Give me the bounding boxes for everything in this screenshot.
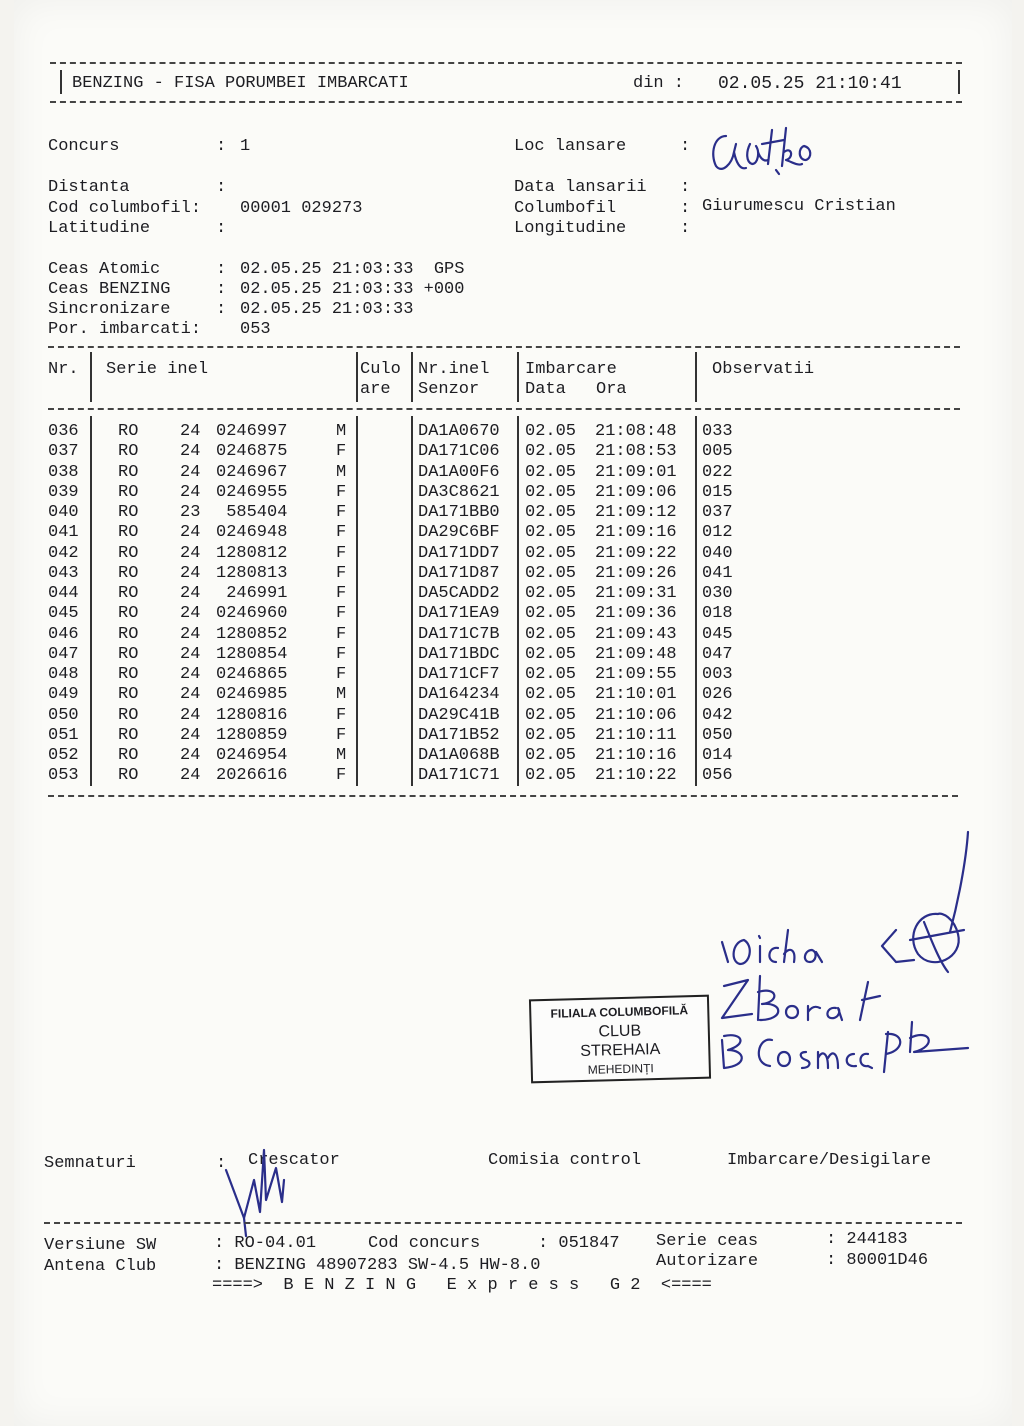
row-date: 02.05 — [525, 665, 577, 684]
table-row — [0, 604, 1000, 624]
row-ring: 585404 — [216, 503, 288, 522]
row-sensor-id: DA1A068B — [418, 746, 500, 765]
row-country: RO — [118, 685, 139, 705]
columbofil-label: Columbofil — [514, 199, 617, 218]
row-nr: 037 — [48, 442, 79, 462]
row-time: 21:08:48 — [595, 422, 677, 441]
semnaturi-colon: : — [216, 1154, 227, 1173]
header-ora: Ora — [596, 380, 627, 399]
row-observation: 050 — [702, 725, 733, 745]
concurs-value: 1 — [240, 137, 251, 156]
row-sensor-id: DA1A0670 — [418, 422, 500, 441]
antena-club-label: Antena Club — [44, 1257, 157, 1276]
row-nr: 053 — [48, 766, 79, 786]
ceas-atomic-colon: : — [216, 260, 227, 279]
comisia-control-label: Comisia control — [488, 1151, 642, 1170]
row-sex: F — [336, 442, 347, 462]
row-ring: 0246997 — [216, 422, 288, 441]
row-country: RO — [118, 665, 139, 684]
row-time: 21:10:01 — [595, 685, 677, 705]
col-divider-senzor-head — [517, 352, 519, 402]
row-sex: F — [336, 725, 347, 745]
row-country: RO — [118, 624, 139, 644]
row-ring: 0246954 — [216, 746, 288, 765]
row-observation: 042 — [702, 705, 733, 725]
row-ring: 0246960 — [216, 604, 288, 624]
row-year: 24 — [180, 422, 201, 441]
row-year: 24 — [180, 604, 201, 624]
versiune-sw-label: Versiune SW — [44, 1236, 157, 1255]
row-time: 21:10:06 — [595, 705, 677, 725]
row-sex: F — [336, 482, 347, 502]
row-country: RO — [118, 462, 139, 482]
row-sex: F — [336, 523, 347, 543]
row-ring: 1280813 — [216, 563, 288, 583]
table-row — [0, 766, 1000, 786]
table-top-rule — [48, 346, 960, 348]
col-divider-culoare-head — [411, 352, 413, 402]
row-observation: 005 — [702, 442, 733, 462]
stamp-line4: MEHEDINȚI — [587, 1061, 654, 1077]
row-sensor-id: DA171CF7 — [418, 665, 500, 684]
row-ring: 1280854 — [216, 644, 288, 664]
table-bottom-rule — [48, 795, 958, 797]
row-ring: 0246955 — [216, 482, 288, 502]
stamp-line1: FILIALA COLUMBOFILĂ — [550, 1003, 689, 1021]
row-sensor-id: DA29C41B — [418, 705, 500, 725]
row-observation: 003 — [702, 665, 733, 684]
col-divider-imbarcare-head — [695, 352, 697, 402]
row-nr: 052 — [48, 746, 79, 765]
table-row — [0, 584, 1000, 604]
loc-lansare-colon: : — [680, 137, 691, 156]
document-title: BENZING - FISA PORUMBEI IMBARCATI — [72, 74, 409, 93]
col-divider-nr-head — [90, 352, 92, 402]
longitudine-colon: : — [680, 219, 691, 238]
table-row — [0, 463, 1000, 483]
row-observation: 033 — [702, 422, 733, 441]
row-year: 24 — [180, 644, 201, 664]
row-nr: 042 — [48, 543, 79, 563]
row-time: 21:09:16 — [595, 523, 677, 543]
header-observatii: Observatii — [712, 360, 815, 379]
row-time: 21:09:43 — [595, 624, 677, 644]
row-country: RO — [118, 644, 139, 664]
row-nr: 043 — [48, 563, 79, 583]
row-sex: F — [336, 705, 347, 725]
row-country: RO — [118, 523, 139, 543]
table-row — [0, 564, 1000, 584]
club-stamp — [529, 995, 711, 1084]
crescator-label: Crescator — [248, 1151, 340, 1170]
row-country: RO — [118, 442, 139, 462]
versiune-sw-value: : RO-04.01 — [214, 1234, 317, 1253]
row-date: 02.05 — [525, 584, 577, 603]
row-nr: 044 — [48, 584, 79, 603]
table-row — [0, 706, 1000, 726]
row-sex: M — [336, 685, 347, 705]
table-row — [0, 726, 1000, 746]
row-ring: 1280812 — [216, 543, 288, 563]
table-row — [0, 422, 1000, 442]
sincronizare-label: Sincronizare — [48, 300, 171, 319]
header-top-rule — [50, 62, 962, 64]
row-year: 24 — [180, 462, 201, 482]
row-sex: F — [336, 624, 347, 644]
row-time: 21:09:12 — [595, 503, 677, 522]
row-time: 21:09:36 — [595, 604, 677, 624]
table-row — [0, 645, 1000, 665]
row-year: 24 — [180, 624, 201, 644]
semnaturi-label: Semnaturi — [44, 1154, 136, 1173]
row-sex: F — [336, 563, 347, 583]
loc-lansare-handwritten — [706, 122, 816, 187]
row-nr: 048 — [48, 665, 79, 684]
crescator-signature — [220, 1140, 310, 1245]
data-lansarii-label: Data lansarii — [514, 178, 647, 197]
header-right-border — [958, 70, 960, 94]
ceas-benzing-colon: : — [216, 280, 227, 299]
columbofil-value: Giurumescu Cristian — [702, 197, 896, 216]
serie-ceas-value: : 244183 — [826, 1230, 908, 1249]
din-label: din : — [633, 74, 685, 93]
serie-ceas-label: Serie ceas — [656, 1232, 759, 1251]
row-time: 21:09:22 — [595, 543, 677, 563]
row-sex: M — [336, 462, 347, 482]
row-date: 02.05 — [525, 442, 577, 462]
row-sensor-id: DA171C7B — [418, 624, 500, 644]
row-ring: 0246985 — [216, 685, 288, 705]
row-sex: F — [336, 584, 347, 603]
row-sex: M — [336, 746, 347, 765]
sincronizare-colon: : — [216, 300, 227, 319]
row-sensor-id: DA171D87 — [418, 563, 500, 583]
ceas-atomic-value: 02.05.25 21:03:33 GPS — [240, 260, 465, 279]
row-ring: 0246967 — [216, 462, 288, 482]
stamp-line2: CLUB — [598, 1022, 642, 1041]
row-date: 02.05 — [525, 725, 577, 745]
row-ring: 246991 — [216, 584, 288, 603]
row-year: 24 — [180, 665, 201, 684]
row-nr: 039 — [48, 482, 79, 502]
row-date: 02.05 — [525, 462, 577, 482]
row-date: 02.05 — [525, 624, 577, 644]
footer-rule — [44, 1222, 962, 1224]
table-row — [0, 442, 1000, 462]
row-sensor-id: DA171EA9 — [418, 604, 500, 624]
row-sex: F — [336, 766, 347, 786]
row-sex: F — [336, 503, 347, 522]
row-ring: 0246875 — [216, 442, 288, 462]
row-country: RO — [118, 563, 139, 583]
header-serie-inel: Serie inel — [106, 360, 209, 379]
row-year: 24 — [180, 766, 201, 786]
row-observation: 018 — [702, 604, 733, 624]
row-year: 24 — [180, 685, 201, 705]
row-observation: 030 — [702, 584, 733, 603]
row-nr: 038 — [48, 462, 79, 482]
imbarcati-value: 053 — [240, 320, 271, 339]
row-sex: F — [336, 604, 347, 624]
table-row — [0, 483, 1000, 503]
imbarcati-label: Por. imbarcati: — [48, 320, 202, 339]
header-left-border — [60, 70, 62, 94]
row-year: 24 — [180, 523, 201, 543]
row-date: 02.05 — [525, 482, 577, 502]
row-time: 21:08:53 — [595, 442, 677, 462]
header-culoare-2: are — [360, 380, 391, 399]
header-culoare-1: Culo — [360, 360, 401, 379]
antena-club-value: : BENZING 48907283 SW-4.5 HW-8.0 — [214, 1256, 541, 1275]
row-ring: 0246948 — [216, 523, 288, 543]
row-time: 21:09:55 — [595, 665, 677, 684]
latitudine-label: Latitudine — [48, 219, 151, 238]
row-nr: 040 — [48, 503, 79, 522]
table-row — [0, 523, 1000, 543]
table-row — [0, 665, 1000, 685]
row-sex: F — [336, 644, 347, 664]
header-nr: Nr. — [48, 360, 79, 379]
commission-signatures — [718, 822, 988, 1097]
row-date: 02.05 — [525, 543, 577, 563]
row-observation: 015 — [702, 482, 733, 502]
col-divider-serie-head — [356, 352, 358, 402]
row-date: 02.05 — [525, 685, 577, 705]
row-sensor-id: DA3C8621 — [418, 482, 500, 502]
row-time: 21:10:11 — [595, 725, 677, 745]
row-country: RO — [118, 725, 139, 745]
row-nr: 036 — [48, 422, 79, 441]
row-year: 24 — [180, 725, 201, 745]
header-imbarcare: Imbarcare — [525, 360, 617, 379]
row-sensor-id: DA5CADD2 — [418, 584, 500, 603]
row-country: RO — [118, 604, 139, 624]
row-sex: F — [336, 543, 347, 563]
header-nr-inel: Nr.inel — [418, 360, 490, 379]
stamp-line3: STREHAIA — [580, 1040, 661, 1061]
row-country: RO — [118, 584, 139, 603]
row-ring: 1280859 — [216, 725, 288, 745]
row-year: 24 — [180, 543, 201, 563]
row-nr: 049 — [48, 685, 79, 705]
row-country: RO — [118, 422, 139, 441]
loc-lansare-label: Loc lansare — [514, 137, 627, 156]
longitudine-label: Longitudine — [514, 219, 627, 238]
row-nr: 046 — [48, 624, 79, 644]
sincronizare-value: 02.05.25 21:03:33 — [240, 300, 414, 319]
din-value: 02.05.25 21:10:41 — [718, 74, 902, 94]
row-ring: 1280852 — [216, 624, 288, 644]
row-date: 02.05 — [525, 503, 577, 522]
table-row — [0, 685, 1000, 705]
header-bottom-rule — [50, 101, 962, 103]
row-year: 24 — [180, 705, 201, 725]
autorizare-value: : 80001D46 — [826, 1251, 929, 1270]
row-year: 24 — [180, 482, 201, 502]
row-date: 02.05 — [525, 604, 577, 624]
row-time: 21:09:01 — [595, 462, 677, 482]
header-data: Data — [525, 380, 566, 399]
cod-concurs-label: Cod concurs — [368, 1234, 481, 1253]
row-observation: 012 — [702, 523, 733, 543]
ceas-atomic-label: Ceas Atomic — [48, 260, 161, 279]
row-observation: 026 — [702, 685, 733, 705]
columbofil-colon: : — [680, 199, 691, 218]
cod-columbofil-value: 00001 029273 — [240, 199, 363, 218]
cod-columbofil-label: Cod columbofil: — [48, 199, 202, 218]
table-row — [0, 625, 1000, 645]
row-sensor-id: DA171DD7 — [418, 543, 500, 563]
row-sensor-id: DA171C71 — [418, 766, 500, 786]
row-date: 02.05 — [525, 523, 577, 543]
row-country: RO — [118, 543, 139, 563]
header-senzor: Senzor — [418, 380, 480, 399]
ceas-benzing-label: Ceas BENZING — [48, 280, 171, 299]
row-sensor-id: DA164234 — [418, 685, 500, 705]
benzing-express-banner: ====> B E N Z I N G E x p r e s s G 2 <==== — [212, 1276, 712, 1295]
table-row — [0, 503, 1000, 523]
row-sensor-id: DA171C06 — [418, 442, 500, 462]
row-sensor-id: DA171BB0 — [418, 503, 500, 522]
row-ring: 0246865 — [216, 665, 288, 684]
row-time: 21:09:26 — [595, 563, 677, 583]
row-sensor-id: DA1A00F6 — [418, 462, 500, 482]
row-observation: 045 — [702, 624, 733, 644]
autorizare-label: Autorizare — [656, 1252, 759, 1271]
row-date: 02.05 — [525, 644, 577, 664]
row-date: 02.05 — [525, 705, 577, 725]
row-time: 21:09:06 — [595, 482, 677, 502]
row-country: RO — [118, 503, 139, 522]
row-time: 21:10:16 — [595, 746, 677, 765]
row-year: 24 — [180, 584, 201, 603]
row-time: 21:09:31 — [595, 584, 677, 603]
row-year: 24 — [180, 442, 201, 462]
row-country: RO — [118, 766, 139, 786]
row-date: 02.05 — [525, 766, 577, 786]
row-nr: 047 — [48, 644, 79, 664]
row-nr: 045 — [48, 604, 79, 624]
row-country: RO — [118, 705, 139, 725]
row-nr: 051 — [48, 725, 79, 745]
row-observation: 047 — [702, 644, 733, 664]
concurs-label: Concurs — [48, 137, 120, 156]
row-observation: 014 — [702, 746, 733, 765]
data-lansarii-colon: : — [680, 178, 691, 197]
row-country: RO — [118, 482, 139, 502]
distanta-colon: : — [216, 178, 227, 197]
row-observation: 056 — [702, 766, 733, 786]
row-sex: F — [336, 665, 347, 684]
row-sensor-id: DA171B52 — [418, 725, 500, 745]
row-sensor-id: DA171BDC — [418, 644, 500, 664]
row-sex: M — [336, 422, 347, 441]
row-nr: 041 — [48, 523, 79, 543]
imbarcare-desigilare-label: Imbarcare/Desigilare — [727, 1151, 932, 1170]
row-observation: 040 — [702, 543, 733, 563]
row-date: 02.05 — [525, 746, 577, 765]
row-sensor-id: DA29C6BF — [418, 523, 500, 543]
latitudine-colon: : — [216, 219, 227, 238]
row-observation: 037 — [702, 503, 733, 522]
row-time: 21:10:22 — [595, 766, 677, 786]
row-observation: 041 — [702, 563, 733, 583]
row-ring: 2026616 — [216, 766, 288, 786]
row-year: 24 — [180, 746, 201, 765]
table-row — [0, 746, 1000, 766]
cod-concurs-value: : 051847 — [538, 1234, 620, 1253]
row-time: 21:09:48 — [595, 644, 677, 664]
row-ring: 1280816 — [216, 705, 288, 725]
row-observation: 022 — [702, 462, 733, 482]
ceas-benzing-value: 02.05.25 21:03:33 +000 — [240, 280, 465, 299]
row-country: RO — [118, 746, 139, 765]
row-year: 24 — [180, 563, 201, 583]
row-date: 02.05 — [525, 563, 577, 583]
concurs-colon: : — [216, 137, 227, 156]
row-date: 02.05 — [525, 422, 577, 441]
row-nr: 050 — [48, 705, 79, 725]
row-year: 23 — [180, 503, 201, 522]
distanta-label: Distanta — [48, 178, 130, 197]
table-row — [0, 544, 1000, 564]
table-header-rule — [48, 408, 960, 410]
